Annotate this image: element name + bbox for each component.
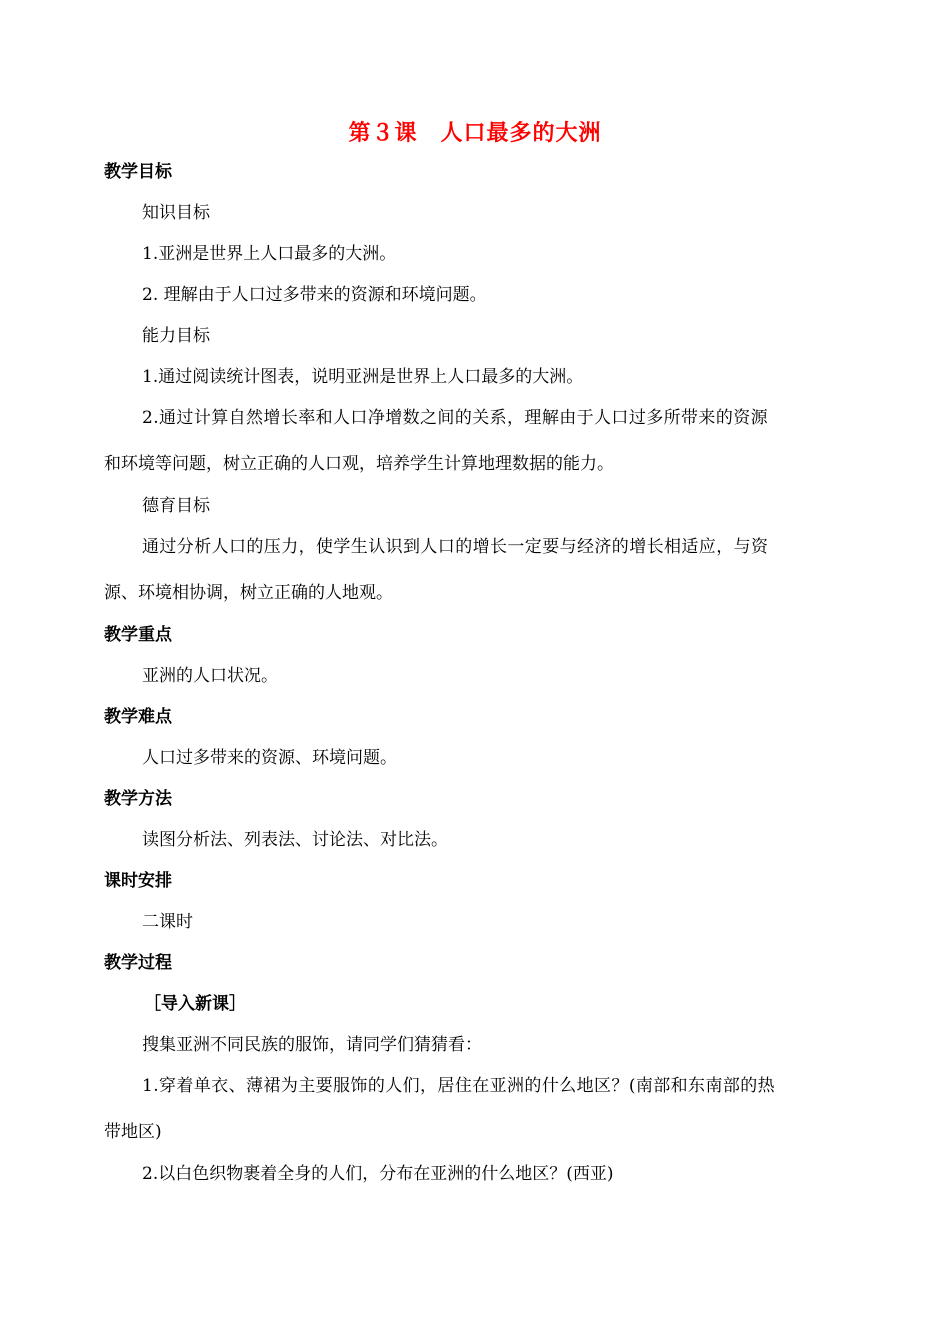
paragraph-line: 2. 理解由于人口过多带来的资源和环境问题。 [142, 285, 487, 305]
lesson-title: 第３课 人口最多的大洲 [348, 121, 602, 146]
paragraph-line: 1.亚洲是世界上人口最多的大洲。 [142, 244, 397, 264]
paragraph-line: 2.通过计算自然增长率和人口净增数之间的关系，理解由于人口过多所带来的资源 [142, 408, 769, 428]
paragraph-line: 1.通过阅读统计图表，说明亚洲是世界上人口最多的大洲。 [142, 367, 584, 387]
paragraph-line: 搜集亚洲不同民族的服饰，请同学们猜猜看： [142, 1035, 482, 1055]
section-heading-teaching-methods: 教学方法 [104, 789, 172, 809]
subheading-introduction: ［导入新课］ [144, 994, 246, 1014]
paragraph-line: 二课时 [142, 912, 193, 932]
subheading-ability-objectives: 能力目标 [142, 326, 210, 346]
paragraph-line: 带地区) [104, 1122, 162, 1142]
section-heading-teaching-process: 教学过程 [104, 953, 172, 973]
subheading-moral-objectives: 德育目标 [142, 496, 210, 516]
paragraph-line: 2.以白色织物裹着全身的人们，分布在亚洲的什么地区？(西亚) [142, 1164, 614, 1184]
paragraph-line: 通过分析人口的压力，使学生认识到人口的增长一定要与经济的增长相适应，与资 [142, 537, 769, 557]
paragraph-line: 人口过多带来的资源、环境问题。 [142, 748, 397, 768]
section-heading-key-points: 教学重点 [104, 625, 172, 645]
paragraph-line: 亚洲的人口状况。 [142, 666, 278, 686]
section-heading-difficult-points: 教学难点 [104, 707, 172, 727]
paragraph-line: 1.穿着单衣、薄裙为主要服饰的人们，居住在亚洲的什么地区？(南部和东南部的热 [142, 1076, 776, 1096]
subheading-knowledge-objectives: 知识目标 [142, 203, 210, 223]
section-heading-class-schedule: 课时安排 [104, 871, 172, 891]
paragraph-line: 源、环境相协调，树立正确的人地观。 [104, 583, 393, 603]
section-heading-teaching-objectives: 教学目标 [104, 162, 172, 182]
paragraph-line: 和环境等问题，树立正确的人口观，培养学生计算地理数据的能力。 [104, 454, 614, 474]
paragraph-line: 读图分析法、列表法、讨论法、对比法。 [142, 830, 448, 850]
